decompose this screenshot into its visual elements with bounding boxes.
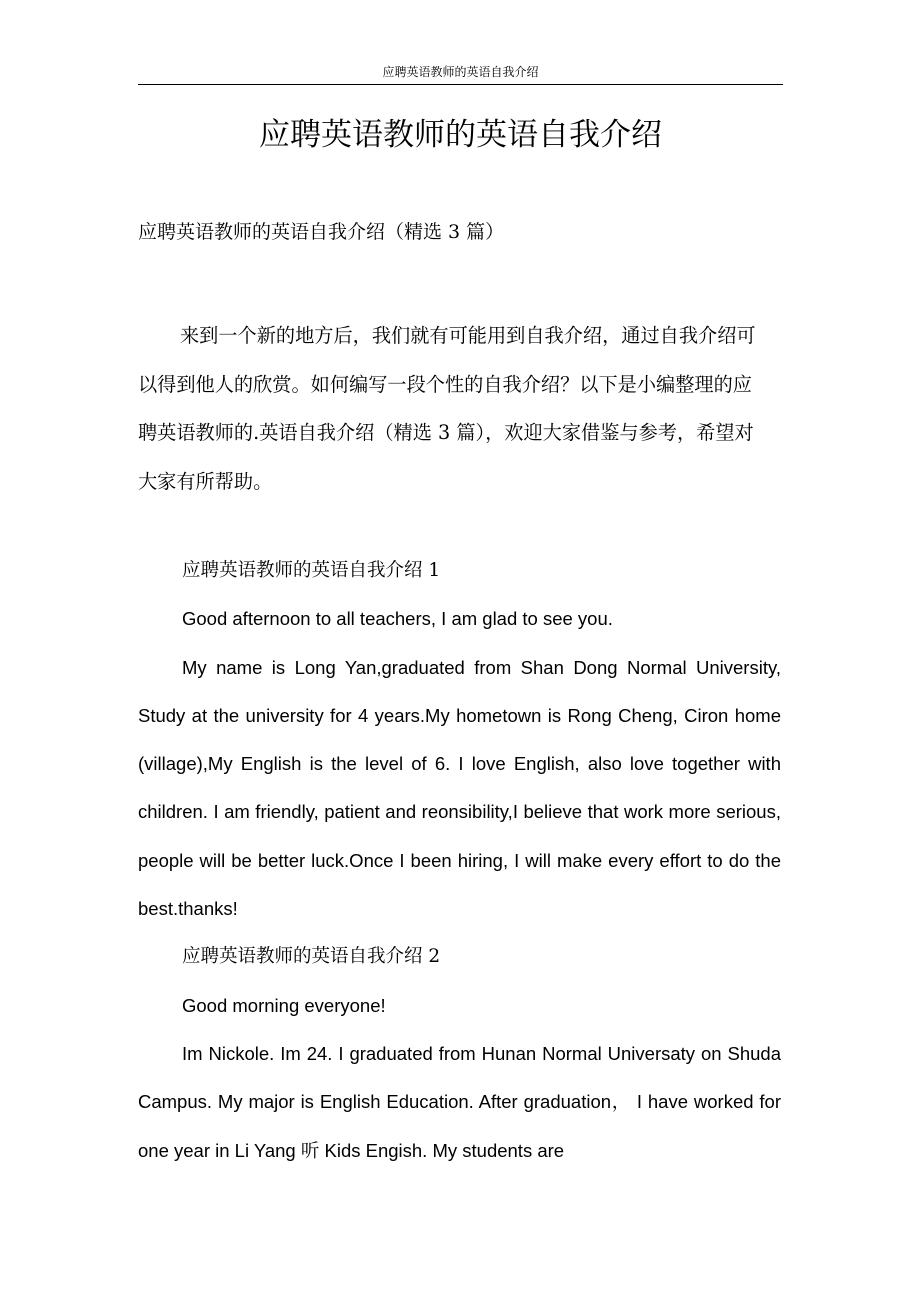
section-1-paragraph-1: Good afternoon to all teachers, I am glad to see you. bbox=[182, 608, 613, 630]
section-2-paragraph-2: Im Nickole. Im 24. I graduated from Hunan Normal Universaty on Shuda Campus. My major is English Education. After graduation， I have worked for one year in Li Yang 听 Kids Engish. My students are bbox=[138, 1042, 781, 1161]
running-header: 应聘英语教师的英语自我介绍 bbox=[382, 65, 539, 79]
section-2-paragraph-1: Good morning everyone! bbox=[182, 994, 386, 1016]
document-subtitle: 应聘英语教师的英语自我介绍（精选 3 篇） bbox=[138, 221, 505, 243]
section-heading-1: 应聘英语教师的英语自我介绍 1 bbox=[182, 560, 441, 581]
document-body bbox=[138, 547, 781, 1175]
section-heading-2: 应聘英语教师的英语自我介绍 2 bbox=[182, 946, 441, 968]
header-rule bbox=[138, 84, 783, 85]
section-1-paragraph-2: My name is Long Yan,graduated from Shan Dong Normal University, Study at the university for 4 years.My hometown is Rong Cheng, Ciron home (village),My English is the level of 6. I love English, also love together with children. I am friendly, patient and reonsibility,I believe that work more serious, people will be better luck.Once I been hiring, I will make every effort to do the best.thanks! bbox=[138, 656, 781, 920]
document-title: 应聘英语教师的英语自我介绍 bbox=[259, 117, 662, 153]
intro-paragraph: 来到一个新的地方后，我们就有可能用到自我介绍，通过自我介绍可以得到他人的欣赏。如何编写一段个性的自我介绍？以下是小编整理的应聘英语教师的.英语自我介绍（精选 3 篇），欢迎大家借鉴与参考，希望对大家有所帮助。 bbox=[138, 324, 756, 493]
